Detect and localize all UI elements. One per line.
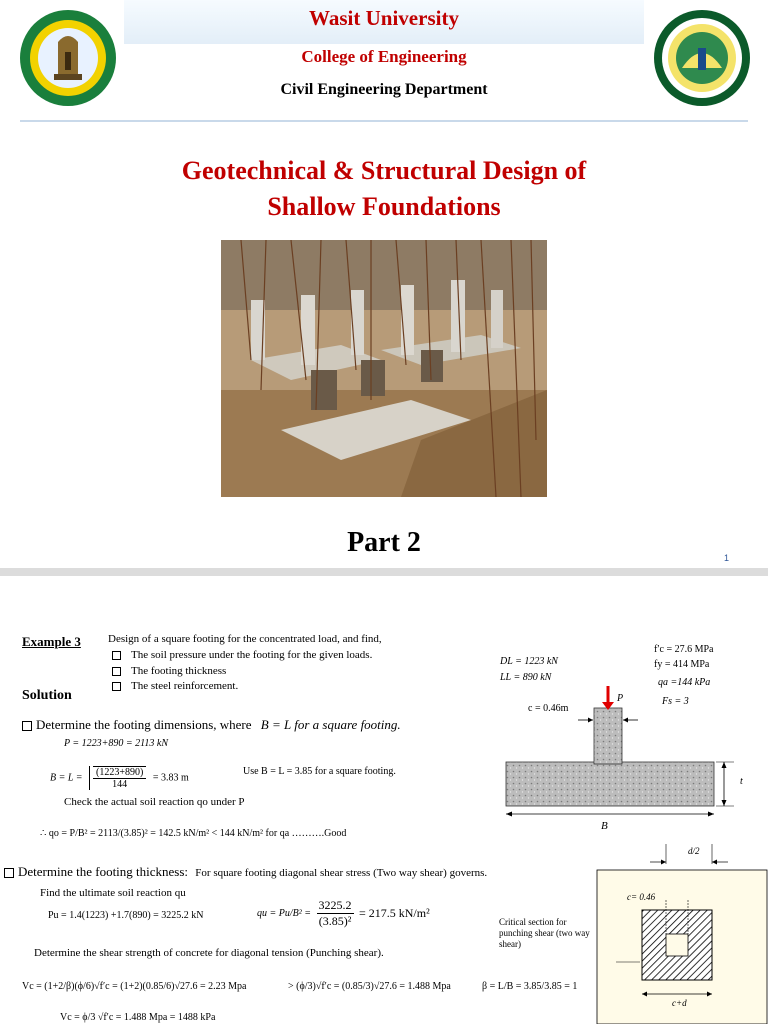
find-qu-text: Find the ultimate soil reaction qu: [40, 887, 186, 899]
slide-title-line2: Shallow Foundations: [267, 192, 501, 221]
department-name: Civil Engineering Department: [280, 81, 488, 98]
column-section: [594, 708, 622, 764]
example-slide: [0, 576, 768, 1024]
width-label: B: [601, 820, 608, 832]
thickness-label: t: [740, 776, 743, 787]
checkbox-icon: [4, 868, 14, 878]
eq-vc-punching: Vc = (1+2/β)(ϕ/6)√f′c = (1+2)(0.85/6)√27.6 = 2.23 Mpa: [22, 981, 247, 992]
shear-strength-text: Determine the shear strength of concrete for diagonal tension (Punching shear).: [34, 947, 384, 959]
intro-text: Design of a square footing for the concentrated load, and find,: [108, 633, 382, 645]
use-dimension-note: Use B = L = 3.85 for a square footing.: [243, 766, 396, 777]
dead-load: DL = 1223 kN: [500, 656, 558, 667]
slide-title-line1: Geotechnical & Structural Design of: [181, 156, 587, 185]
eq-vc-final: Vc = ϕ/3 √f′c = 1.488 Mpa = 1488 kPa: [60, 1012, 216, 1023]
foundation-construction-photo: [221, 240, 547, 497]
eq-soil-pressure: ∴ qo = P/B² = 2113/(3.85)² = 142.5 kN/m² < 144 kN/m² for qa ……….Good: [40, 828, 347, 839]
header-divider: [20, 120, 748, 122]
column-plan: [666, 934, 688, 956]
checkbox-icon: [112, 682, 121, 691]
example-heading: Example 3: [22, 634, 81, 649]
steel-yield: fy = 414 MPa: [654, 659, 710, 670]
task-item: The footing thickness: [112, 665, 226, 677]
university-name: Wasit University: [309, 6, 459, 30]
column-plan-label: c= 0.46: [627, 892, 656, 902]
eq-vc-limit: > (ϕ/3)√f′c = (0.85/3)√27.6 = 1.488 Mpa: [288, 981, 451, 992]
critical-section-label: Critical section for punching shear (two way shear): [499, 917, 590, 949]
solution-heading: Solution: [22, 688, 72, 703]
check-reaction-text: Check the actual soil reaction qo under P: [64, 796, 245, 808]
concrete-strength: f′c = 27.6 MPa: [654, 644, 714, 655]
task-item: The steel reinforcement.: [112, 680, 238, 692]
college-name: College of Engineering: [301, 47, 467, 66]
live-load: LL = 890 kN: [500, 672, 552, 683]
part-label: Part 2: [347, 527, 421, 558]
column-size-label: c = 0.46m: [528, 703, 569, 714]
c-plus-d-label: c+d: [672, 998, 687, 1008]
load-label: P: [617, 693, 624, 704]
step-thickness: Determine the footing thickness: For square footing diagonal shear stress (Two way shear) governs.: [4, 864, 487, 880]
half-depth-label: d/2: [688, 846, 700, 856]
example-intro: [108, 633, 382, 645]
checkbox-icon: [112, 667, 121, 676]
checkbox-icon: [112, 651, 121, 660]
checkbox-icon: [22, 721, 32, 731]
task-item: The soil pressure under the footing for the given loads.: [112, 649, 372, 661]
eq-ultimate-reaction: qu = Pu/B² = $\frac{3225.2}{\text{(3.85)²}}$ = 217.5 kN/m²: [257, 898, 430, 928]
footing-slab: [506, 762, 714, 806]
allowable-pressure: qa =144 kPa: [658, 677, 711, 688]
step-dimensions: Determine the footing dimensions, where B = L for a square footing.: [22, 717, 401, 733]
punching-shear-plan-diagram: [596, 844, 768, 1024]
eq-ultimate-load: Pu = 1.4(1223) +1.7(890) = 3225.2 kN: [48, 910, 204, 921]
eq-beta: β = L/B = 3.85/3.85 = 1: [482, 981, 578, 992]
page-number: 1: [724, 553, 730, 563]
eq-load-total: P = 1223+890 = 2113 kN: [64, 738, 169, 749]
eq-footing-size: B = L = $\frac{(1223+890)}{144}$ = 3.83 m: [50, 767, 189, 790]
safety-factor: Fs = 3: [662, 696, 689, 707]
